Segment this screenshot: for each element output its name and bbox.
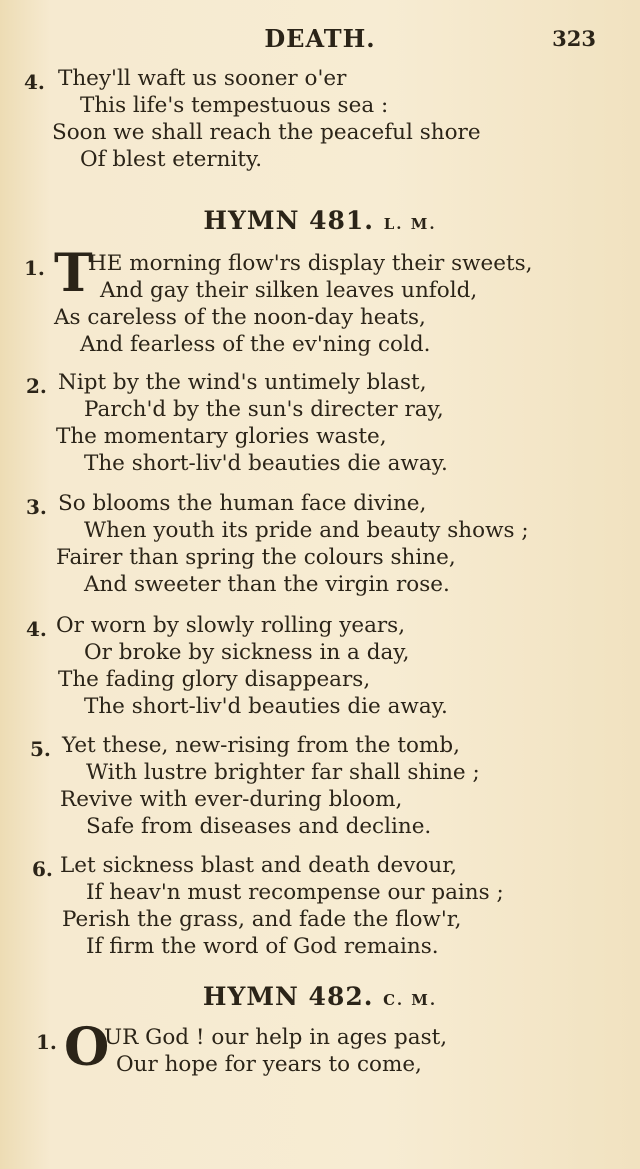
stanza-number: 5. [30, 737, 51, 761]
verse-line: Nipt by the wind's untimely blast, [58, 370, 427, 395]
stanza-number: 2. [26, 374, 47, 398]
verse-line: So blooms the human face divine, [58, 491, 427, 516]
stanza-number: 1. [24, 256, 45, 280]
verse-line: If heav'n must recompense our pains ; [86, 880, 504, 905]
hymn-number: HYMN 481. [203, 206, 375, 235]
stanza-number: 1. [36, 1030, 57, 1054]
verse-line: Of blest eternity. [80, 147, 263, 172]
verse-line: Soon we shall reach the peaceful shore [52, 120, 481, 145]
hymn-meter: L. M. [383, 215, 437, 233]
verse-line: And sweeter than the virgin rose. [84, 572, 450, 597]
verse-line: This life's tempestuous sea : [80, 93, 389, 118]
page-number: 323 [552, 26, 596, 51]
verse-line: The short-liv'd beauties die away. [84, 451, 448, 476]
stanza-number: 3. [26, 495, 47, 519]
verse-line: The fading glory disappears, [58, 667, 371, 692]
verse-line: Yet these, new-rising from the tomb, [62, 733, 460, 758]
verse-line: As careless of the noon-day heats, [54, 305, 426, 330]
verse-line: Let sickness blast and death devour, [60, 853, 457, 878]
running-header [0, 24, 640, 54]
hymn-number: HYMN 482. [202, 982, 374, 1011]
verse-line: Safe from diseases and decline. [86, 814, 432, 839]
verse-line: They'll waft us sooner o'er [58, 66, 347, 91]
verse-line: UR God ! our help in ages past, [104, 1025, 448, 1050]
drop-cap: T [54, 243, 93, 304]
verse-line: With lustre brighter far shall shine ; [86, 760, 480, 785]
verse-line: Our hope for years to come, [116, 1052, 422, 1077]
verse-line: And fearless of the ev'ning cold. [80, 332, 431, 357]
verse-line: The short-liv'd beauties die away. [84, 694, 448, 719]
verse-line: Perish the grass, and fade the flow'r, [62, 907, 462, 932]
stanza-number: 6. [32, 857, 53, 881]
verse-line: HE morning flow'rs display their sweets, [88, 251, 533, 276]
verse-line: Parch'd by the sun's directer ray, [84, 397, 444, 422]
section-title: DEATH. [264, 24, 376, 53]
verse-line: When youth its pride and beauty shows ; [84, 518, 529, 543]
verse-line: Or broke by sickness in a day, [84, 640, 410, 665]
hymn-title [0, 982, 640, 1011]
stanza-number: 4. [26, 617, 47, 641]
hymn-meter: C. M. [383, 991, 438, 1009]
verse-line: And gay their silken leaves unfold, [100, 278, 478, 303]
verse-line: Revive with ever-during bloom, [60, 787, 403, 812]
verse-line: If firm the word of God remains. [86, 934, 439, 959]
verse-line: Or worn by slowly rolling years, [56, 613, 406, 638]
verse-line: The momentary glories waste, [56, 424, 387, 449]
hymn-title [0, 206, 640, 235]
verse-line: Fairer than spring the colours shine, [56, 545, 456, 570]
stanza-number: 4. [24, 70, 45, 94]
drop-cap: O [64, 1017, 110, 1078]
